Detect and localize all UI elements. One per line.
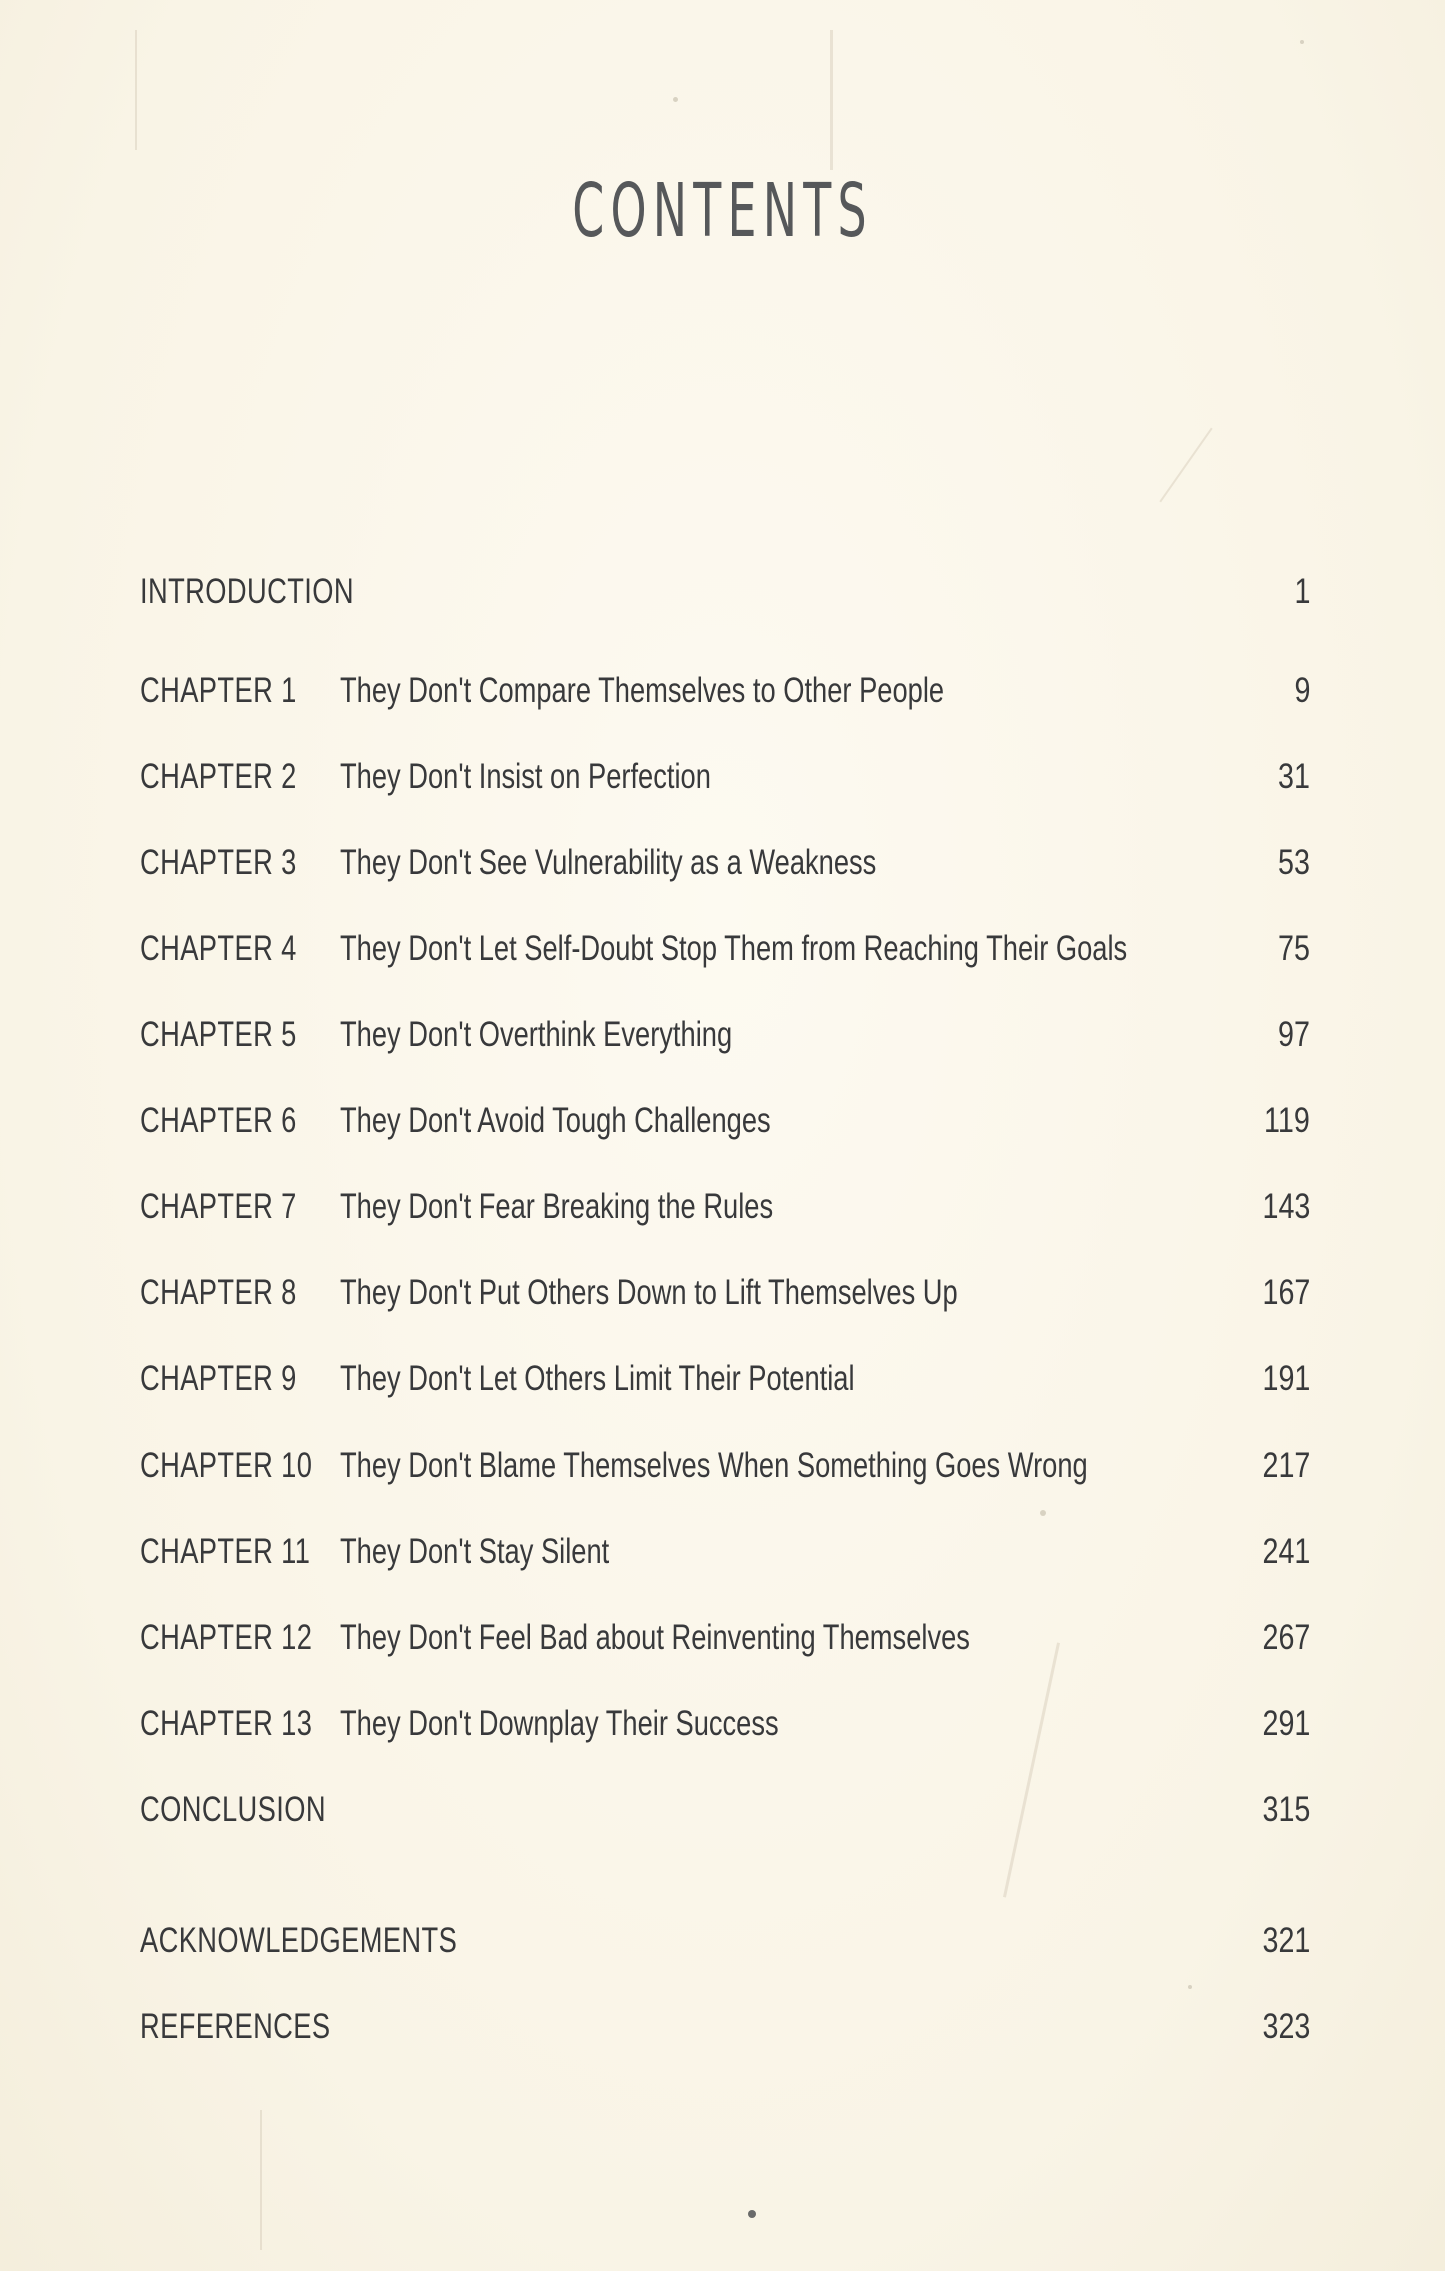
toc-entry	[140, 2003, 1310, 2051]
toc-entry	[140, 753, 1310, 801]
toc-entry-label: CONCLUSION	[140, 1790, 326, 1829]
paper-speck	[1300, 40, 1304, 44]
toc-entry-page-number: 291	[1262, 1704, 1310, 1743]
toc-entry	[140, 1917, 1310, 1965]
toc-entry	[140, 1442, 1310, 1490]
toc-entry-title: They Don't Avoid Tough Challenges	[340, 1101, 771, 1140]
toc-entry	[140, 1614, 1310, 1662]
toc-entry	[140, 1786, 1310, 1834]
toc-entry-label: CHAPTER 9	[140, 1359, 297, 1398]
toc-entry-label: INTRODUCTION	[140, 572, 354, 611]
toc-entry	[140, 1183, 1310, 1231]
toc-entry-page-number: 323	[1262, 2007, 1310, 2046]
toc-entry	[140, 667, 1310, 715]
toc-entry	[140, 1269, 1310, 1317]
toc-entry-page-number: 31	[1278, 757, 1310, 796]
page-title: CONTENTS	[572, 168, 873, 254]
paper-streak	[135, 30, 137, 150]
toc-entry-page-number: 119	[1264, 1101, 1310, 1140]
toc-entry-page-number: 53	[1278, 843, 1310, 882]
toc-entry-label: CHAPTER 1	[140, 671, 297, 710]
paper-speck	[673, 97, 678, 102]
paper-speck	[748, 2210, 756, 2218]
toc-entry	[140, 925, 1310, 973]
toc-entry-label: CHAPTER 4	[140, 929, 297, 968]
toc-entry-label: CHAPTER 12	[140, 1618, 313, 1657]
toc-entry-label: CHAPTER 3	[140, 843, 297, 882]
paper-streak	[1159, 428, 1212, 503]
toc-entry-label: CHAPTER 5	[140, 1015, 297, 1054]
toc-entry-page-number: 1	[1294, 572, 1310, 611]
toc-entry-title: They Don't Fear Breaking the Rules	[340, 1187, 774, 1226]
toc-entry-page-number: 167	[1262, 1273, 1310, 1312]
toc-entry-title: They Don't See Vulnerability as a Weakness	[340, 843, 877, 882]
paper-speck	[1188, 1985, 1192, 1989]
toc-entry-page-number: 75	[1278, 929, 1310, 968]
toc-entry-title: They Don't Downplay Their Success	[340, 1704, 779, 1743]
toc-entry-title: They Don't Let Self-Doubt Stop Them from Reaching Their Goals	[340, 929, 1128, 968]
toc-entry-page-number: 267	[1262, 1618, 1310, 1657]
toc-entry-label: REFERENCES	[140, 2007, 331, 2046]
toc-entry-title: They Don't Stay Silent	[340, 1532, 610, 1571]
toc-entry-page-number: 191	[1262, 1359, 1310, 1398]
toc-entry-label: CHAPTER 6	[140, 1101, 297, 1140]
toc-entry	[140, 1700, 1310, 1748]
toc-entry	[140, 1097, 1310, 1145]
toc-entry-title: They Don't Put Others Down to Lift Themselves Up	[340, 1273, 958, 1312]
toc-entry-label: CHAPTER 7	[140, 1187, 297, 1226]
paper-streak	[1003, 1643, 1060, 1898]
toc-entry-page-number: 143	[1262, 1187, 1310, 1226]
toc-entry-page-number: 9	[1294, 671, 1310, 710]
toc-entry-title: They Don't Blame Themselves When Something Goes Wrong	[340, 1446, 1088, 1485]
toc-entry-page-number: 217	[1262, 1446, 1310, 1485]
paper-streak	[260, 2110, 262, 2250]
toc-entry	[140, 568, 1310, 616]
toc-entry-page-number: 241	[1262, 1532, 1310, 1571]
toc-entry-label: CHAPTER 13	[140, 1704, 313, 1743]
toc-entry-title: They Don't Overthink Everything	[340, 1015, 733, 1054]
toc-entry-label: CHAPTER 11	[140, 1532, 311, 1571]
toc-entry-page-number: 321	[1262, 1921, 1310, 1960]
toc-entry-title: They Don't Insist on Perfection	[340, 757, 711, 796]
toc-entry-label: CHAPTER 8	[140, 1273, 297, 1312]
toc-entry-page-number: 315	[1262, 1790, 1310, 1829]
toc-entry-title: They Don't Compare Themselves to Other People	[340, 671, 945, 710]
toc-entry	[140, 1528, 1310, 1576]
toc-entry-page-number: 97	[1278, 1015, 1310, 1054]
toc-entry	[140, 839, 1310, 887]
toc-entry	[140, 1355, 1310, 1403]
toc-entry-title: They Don't Let Others Limit Their Potential	[340, 1359, 855, 1398]
toc-entry-label: CHAPTER 2	[140, 757, 297, 796]
toc-entry	[140, 1011, 1310, 1059]
toc-entry-label: CHAPTER 10	[140, 1446, 313, 1485]
paper-streak	[830, 30, 833, 170]
paper-speck	[1040, 1510, 1046, 1516]
toc-entry-label: ACKNOWLEDGEMENTS	[140, 1921, 458, 1960]
toc-entry-title: They Don't Feel Bad about Reinventing Themselves	[340, 1618, 970, 1657]
